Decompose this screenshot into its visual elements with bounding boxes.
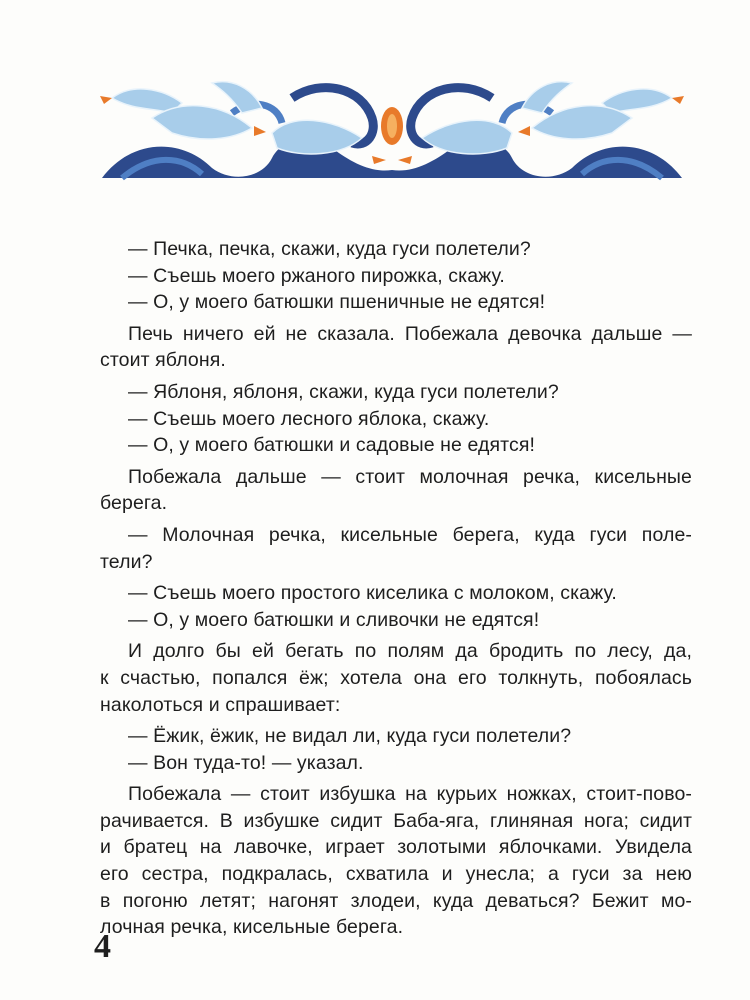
text-line: и братец на лавочке, играет золотыми яблочками. Увидела	[100, 836, 692, 859]
text-line: И долго бы ей бегать по полям да бродить по лесу, да,	[128, 640, 692, 663]
text-line: — Печка, печка, скажи, куда гуси полетели?	[128, 238, 531, 260]
text-line: — Съешь моего лесного яблока, скажу.	[128, 407, 490, 430]
page-number: 4	[94, 928, 111, 965]
text-line: — О, у моего батюшки и садовые не едятся!	[128, 434, 536, 457]
text-line: в погоню летят; нагонят злодеи, куда деваться? Бежит мо-	[100, 889, 692, 912]
text-line: Побежала — стоит избушка на курьих ножках, стоит-пово-	[128, 783, 692, 806]
text-line: его сестра, подкралась, схватила и унесла; а гуси за нею	[100, 863, 692, 886]
text-line: — Съешь моего ржаного пирожка, скажу.	[128, 264, 505, 287]
text-line: Печь ничего ей не сказала. Побежала девочка дальше —	[128, 322, 692, 345]
text-line: берега.	[100, 492, 168, 515]
text-line: — Съешь моего простого киселика с молоком, скажу.	[128, 582, 617, 605]
text-line: — Молочная речка, кисельные берега, куда гуси поле-	[128, 523, 692, 546]
text-line: Побежала дальше — стоит молочная речка, кисельные	[128, 465, 692, 488]
text-line: — О, у моего батюшки пшеничные не едятся!	[128, 291, 546, 314]
text-line: к счастью, попался ёж; хотела она его толкнуть, побоялась	[100, 666, 692, 689]
text-line: лочная речка, кисельные берега.	[100, 916, 404, 939]
text-line: рачивается. В избушке сидит Баба-яга, глиняная нога; сидит	[100, 809, 692, 832]
story-text	[100, 236, 692, 941]
text-line: — Яблоня, яблоня, скажи, куда гуси полетели?	[128, 380, 559, 403]
text-line: — О, у моего батюшки и сливочки не едятся!	[128, 608, 540, 631]
text-line: тели?	[100, 550, 153, 573]
text-line: — Вон туда-то! — указал.	[128, 751, 364, 774]
text-line: наколоться и спрашивает:	[100, 693, 341, 716]
swan-ornament-icon	[92, 78, 692, 188]
text-line: — Ёжик, ёжик, не видал ли, куда гуси полетели?	[128, 725, 572, 748]
text-line: стоит яблоня.	[100, 349, 226, 372]
